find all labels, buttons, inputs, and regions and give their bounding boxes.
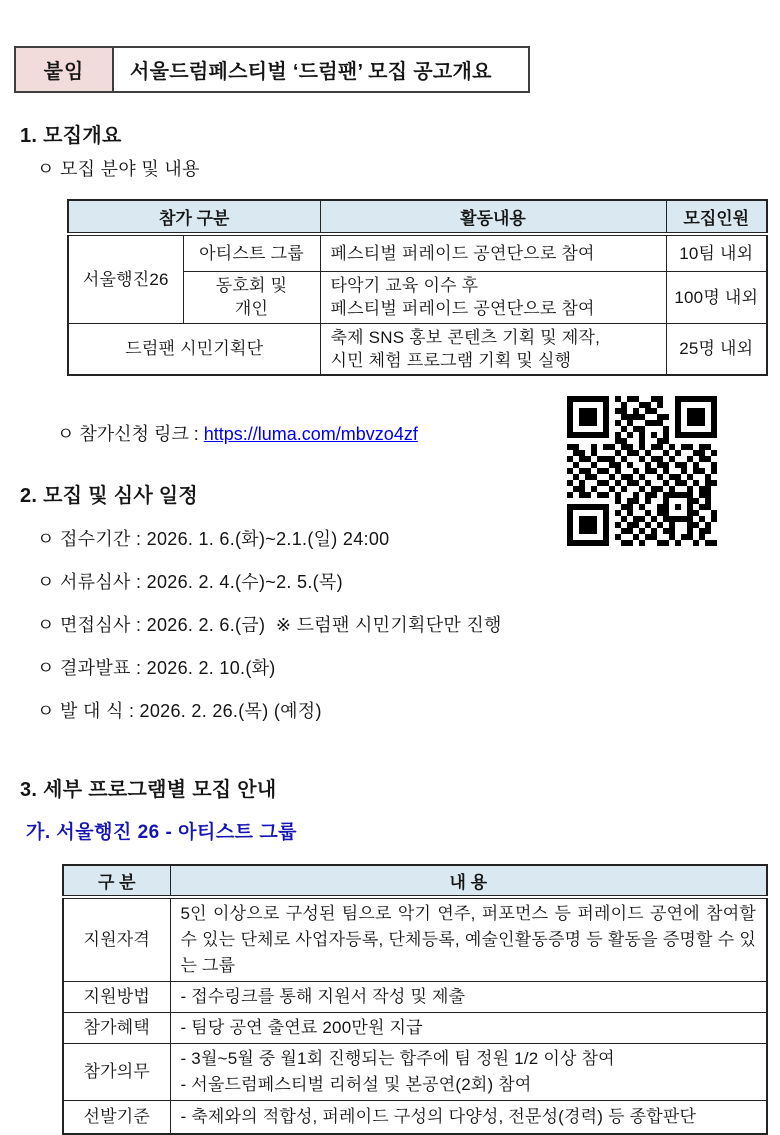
cell-line: 페스티벌 퍼레이드 공연단으로 참여: [330, 299, 595, 318]
schedule-item-application-period: ㅇ 접수기간 : 2026. 1. 6.(화)~2.1.(일) 24:00: [37, 529, 390, 549]
table-row: [63, 1044, 767, 1101]
cell-drumfan-activity: [320, 323, 666, 375]
cell-artist-quota: 10팀 내외: [666, 234, 767, 271]
table-header-row: [63, 865, 767, 897]
cell-eligibility-content: 5인 이상으로 구성된 팀으로 악기 연주, 퍼포먼스 등 퍼레이드 공연에 참여할 수 있는 단체로 사업자등록, 단체등록, 예술인활동증명 등 활동을 증명할 수 있는 그룹: [170, 897, 767, 982]
cell-line: 타악기 교육 이수 후: [330, 276, 479, 295]
cell-club-activity: [320, 271, 666, 323]
cell-line: - 3월~5월 중 월1회 진행되는 합주에 팀 정원 1/2 이상 참여: [180, 1049, 615, 1068]
header-participation-type: 참가 구분: [68, 200, 320, 234]
cell-line: 시민 체험 프로그램 기획 및 실행: [330, 350, 572, 370]
header-category: 구 분: [63, 865, 170, 897]
table-header-row: [68, 200, 767, 234]
header-detail: 내 용: [170, 865, 767, 897]
cell-obligation-label: 참가의무: [63, 1044, 170, 1101]
cell-howto-label: 지원방법: [63, 982, 170, 1013]
recruit-overview-table: [67, 199, 768, 376]
cell-group-seoul-march: 서울행진26: [68, 234, 183, 323]
cell-artist-activity: 페스티벌 퍼레이드 공연단으로 참여: [320, 234, 666, 271]
schedule-item-result-announcement: ㅇ 결과발표 : 2026. 2. 10.(화): [37, 658, 276, 678]
table-row: [63, 1101, 767, 1134]
attachment-header-box: [14, 46, 530, 93]
cell-criteria-content: - 축제와의 적합성, 퍼레이드 구성의 다양성, 전문성(경력) 등 종합판단: [170, 1101, 767, 1134]
artist-group-detail-table: [62, 864, 768, 1135]
cell-criteria-label: 선발기준: [63, 1101, 170, 1134]
cell-obligation-content: [170, 1044, 767, 1101]
application-link-label: ㅇ 참가신청 링크 :: [57, 424, 204, 444]
cell-club-individual: [183, 271, 320, 323]
attachment-badge: 붙임: [16, 48, 114, 91]
cell-drumfan-planning: 드럼팬 시민기획단: [68, 323, 320, 375]
qr-code: [567, 396, 717, 546]
cell-line: - 서울드럼페스티벌 리허설 및 본공연(2회) 참여: [180, 1075, 532, 1094]
cell-eligibility-label: 지원자격: [63, 897, 170, 982]
table-row: [63, 897, 767, 982]
application-link-line: [37, 399, 418, 467]
table-row: [63, 1013, 767, 1044]
section-1-heading: 1. 모집개요: [20, 125, 122, 147]
schedule-item-document-review: ㅇ 서류심사 : 2026. 2. 4.(수)~2. 5.(목): [37, 572, 343, 592]
cell-line: 개인: [234, 299, 269, 318]
schedule-item-interview: ㅇ 면접심사 : 2026. 2. 6.(금) ※ 드럼팬 시민기획단만 진행: [37, 615, 502, 635]
schedule-item-launch-ceremony: ㅇ 발 대 식 : 2026. 2. 26.(목) (예정): [37, 701, 322, 721]
bullet-recruit-fields: ㅇ 모집 분야 및 내용: [37, 159, 200, 179]
table-row: [63, 982, 767, 1013]
header-quota: 모집인원: [666, 200, 767, 234]
application-link[interactable]: https://luma.com/mbvzo4zf: [203, 424, 418, 444]
cell-artist-group: 아티스트 그룹: [183, 234, 320, 271]
program-subheading: 가. 서울행진 26 - 아티스트 그룹: [26, 822, 298, 843]
cell-club-quota: 100명 내외: [666, 271, 767, 323]
section-2-heading: 2. 모집 및 심사 일정: [20, 485, 199, 507]
section-3-heading: 3. 세부 프로그램별 모집 안내: [20, 779, 277, 801]
header-activity: 활동내용: [320, 200, 666, 234]
cell-drumfan-quota: 25명 내외: [666, 323, 767, 375]
table-row: [68, 323, 767, 375]
cell-howto-content: - 접수링크를 통해 지원서 작성 및 제출: [170, 982, 767, 1013]
cell-benefit-label: 참가혜택: [63, 1013, 170, 1044]
cell-benefit-content: - 팀당 공연 출연료 200만원 지급: [170, 1013, 767, 1044]
document-title: 서울드럼페스티벌 ‘드럼팬’ 모집 공고개요: [130, 61, 492, 83]
cell-line: 동호회 및: [215, 276, 288, 295]
table-row: [68, 234, 767, 271]
cell-line: 축제 SNS 홍보 콘텐츠 기획 및 제작,: [330, 327, 600, 347]
